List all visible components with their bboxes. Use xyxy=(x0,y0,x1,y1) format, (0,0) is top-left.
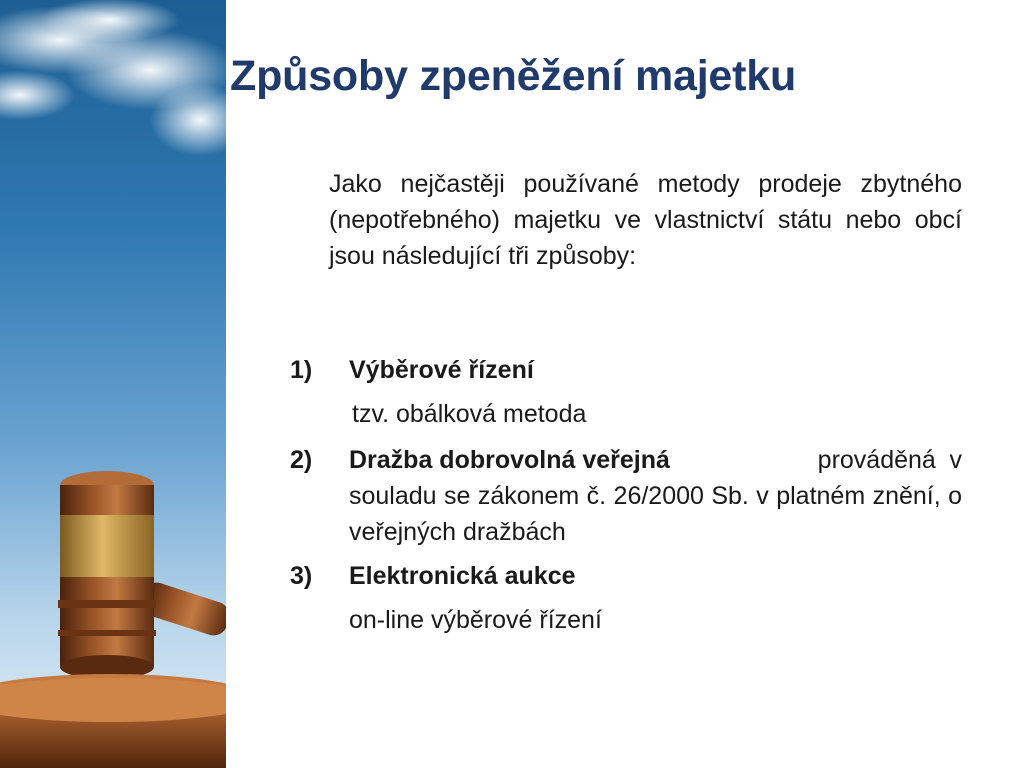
gavel-sky-image xyxy=(0,0,226,768)
method-item-public-auction xyxy=(290,442,962,550)
gavel-icon xyxy=(0,471,226,768)
method-title: Výběrové řízení xyxy=(349,356,534,384)
methods-list xyxy=(290,352,962,638)
slide-title: Způsoby zpeněžení majetku xyxy=(230,52,797,100)
side-decoration-panel xyxy=(0,0,226,768)
method-number: 2) xyxy=(290,446,313,474)
cloud-decoration xyxy=(0,0,226,156)
intro-paragraph: Jako nejčastěji používané metody prodeje zbytného (nepotřebného) majetku ve vlastnictví státu nebo obcí jsou následující tři způsoby: xyxy=(329,170,962,270)
method-description: tzv. obálková metoda xyxy=(352,400,587,428)
method-item-tender xyxy=(290,352,962,432)
method-item-e-auction xyxy=(290,558,962,638)
method-title: Dražba dobrovolná veřejná xyxy=(349,446,670,474)
method-number: 3) xyxy=(290,562,313,590)
method-number: 1) xyxy=(290,356,313,384)
method-description: on-line výběrové řízení xyxy=(349,606,602,634)
method-description: prováděná v souladu se zákonem č. 26/2000 Sb. v platném znění, o veřejných dražbách xyxy=(349,446,962,546)
method-title: Elektronická aukce xyxy=(349,562,576,590)
